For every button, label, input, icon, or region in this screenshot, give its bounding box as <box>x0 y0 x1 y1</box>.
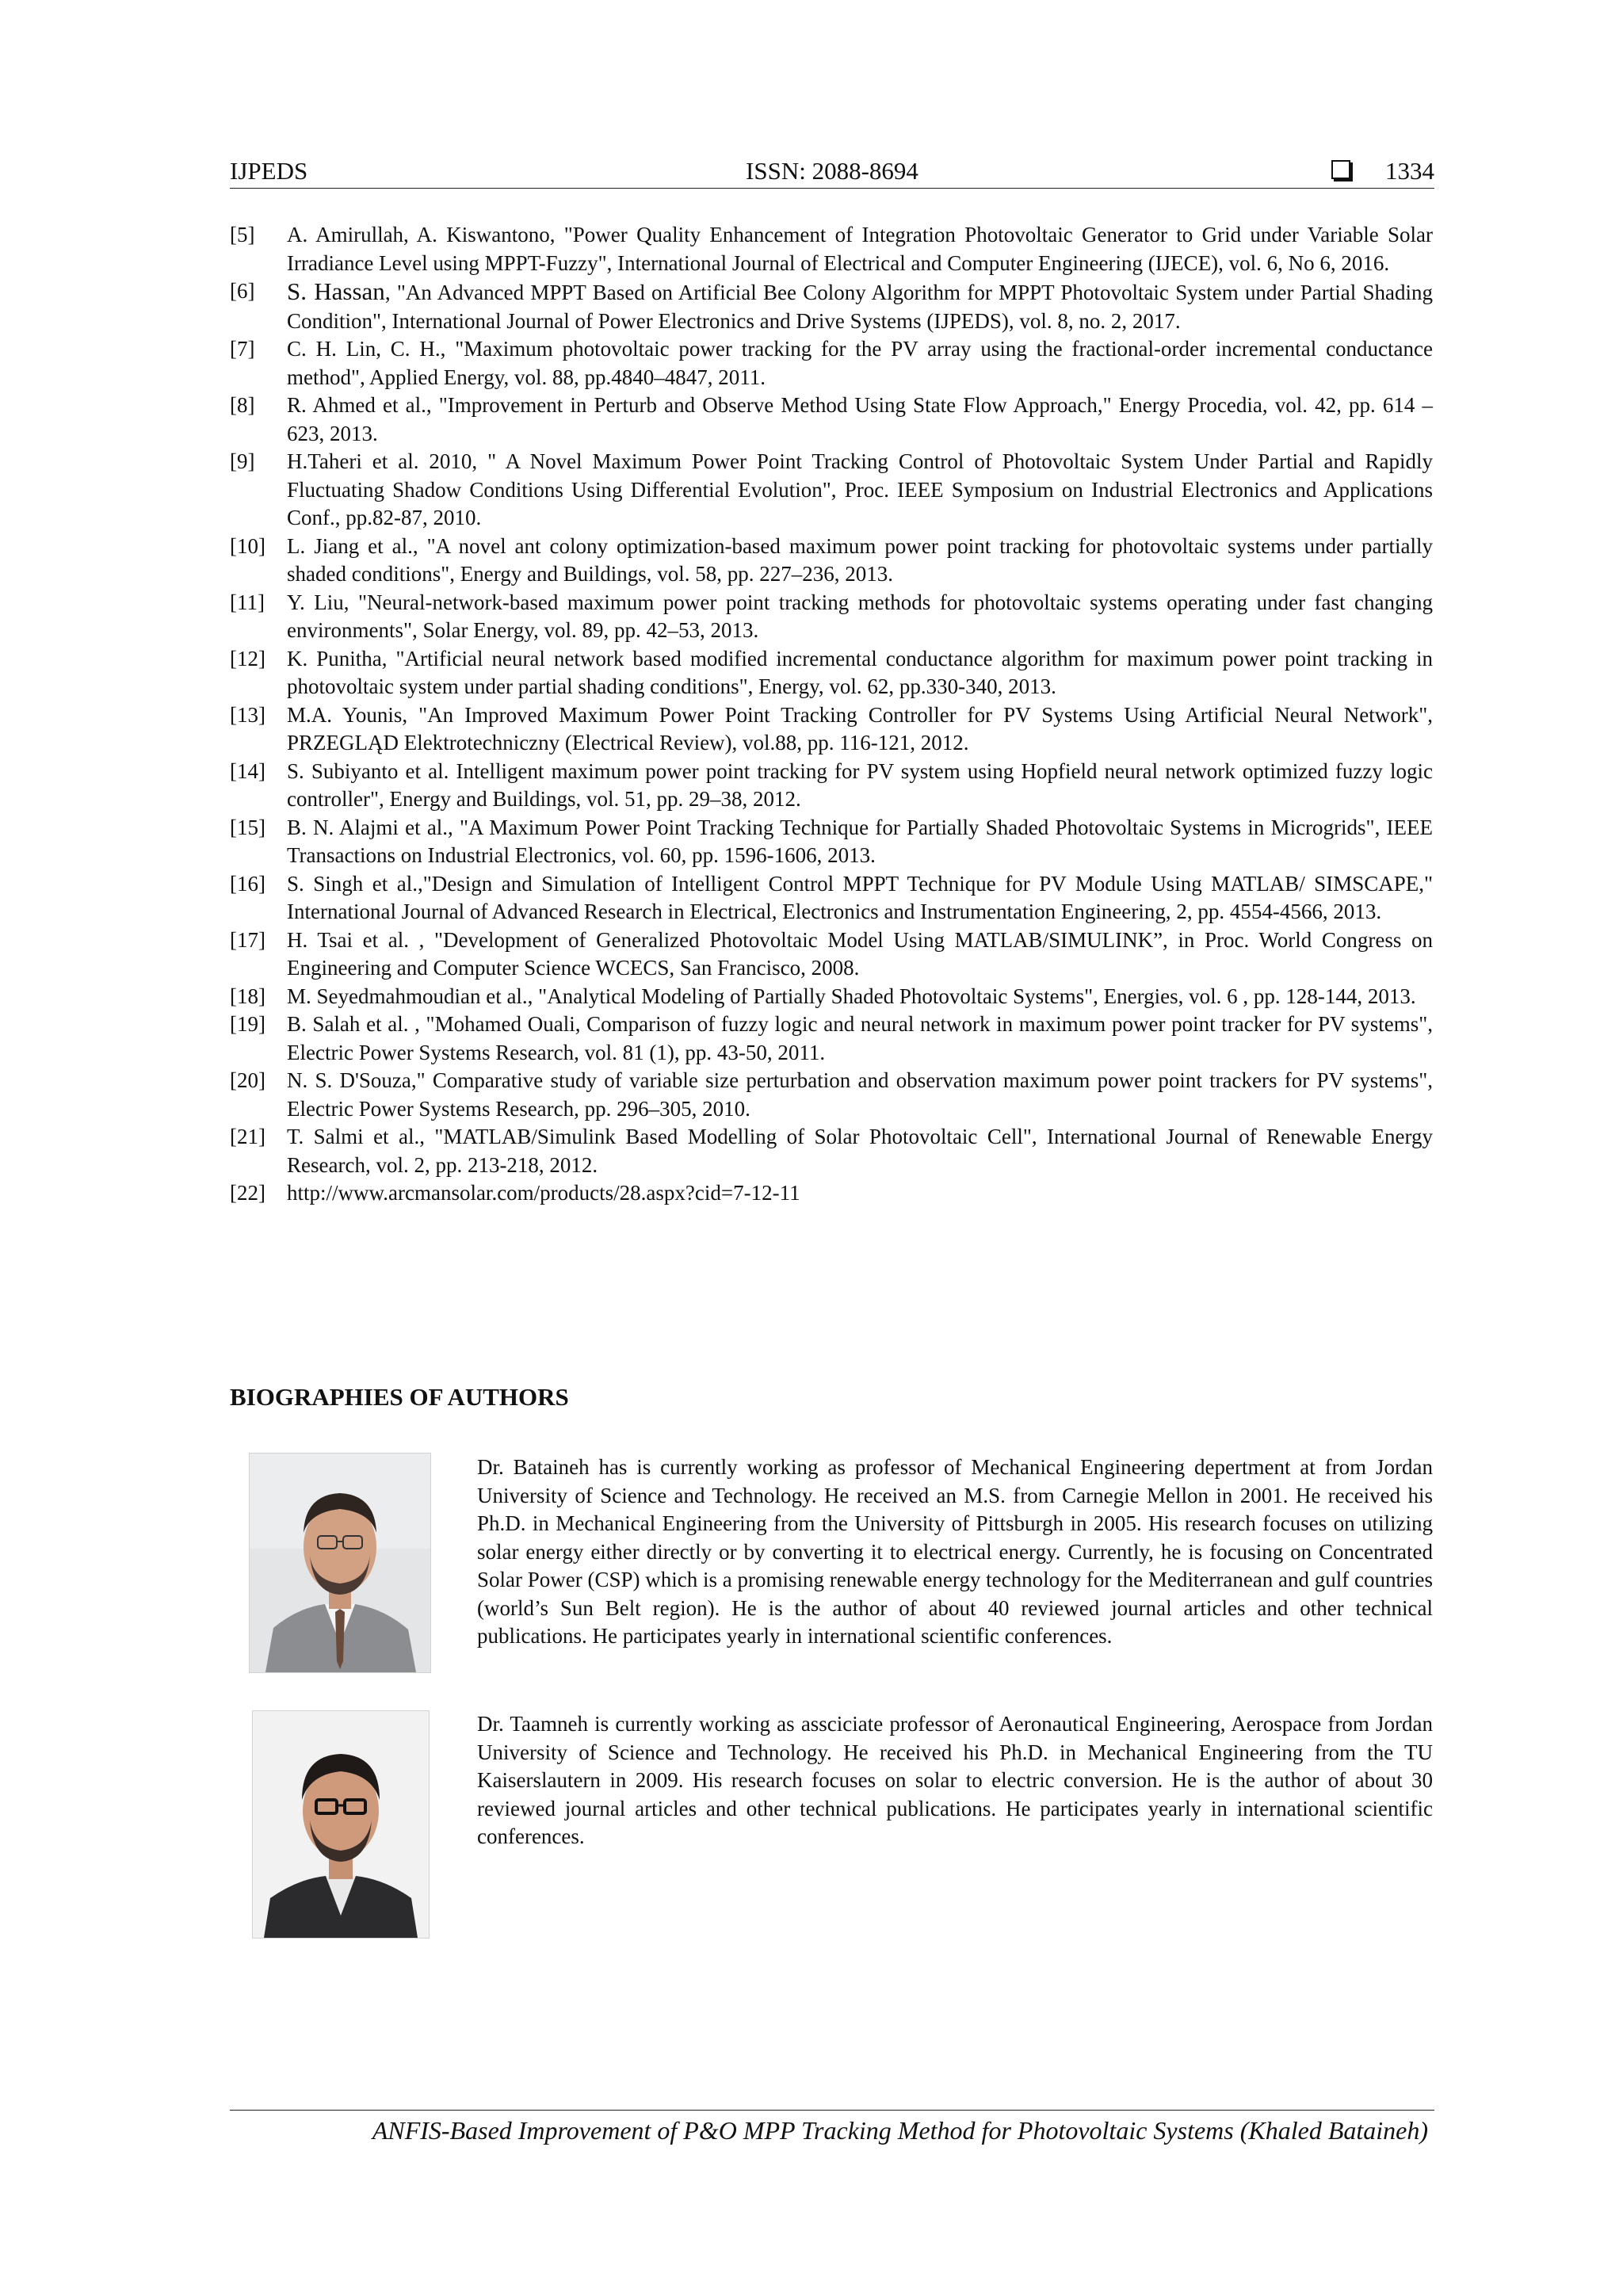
reference-item <box>230 589 1433 645</box>
reference-text: T. Salmi et al., "MATLAB/Simulink Based Modelling of Solar Photovoltaic Cell", International Journal of Renewable Energy Research, vol. 2, pp. 213-218, 2012. <box>287 1125 1433 1177</box>
reference-number: [15] <box>230 815 265 839</box>
biographies-heading: BIOGRAPHIES OF AUTHORS <box>230 1383 569 1411</box>
reference-item <box>230 277 1433 335</box>
reference-number: [17] <box>230 927 265 952</box>
reference-text: H. Tsai et al. , "Development of Generalized Photovoltaic Model Using MATLAB/SIMULINK”, in Proc. World Congress on Engineering and Computer Science WCECS, San Francisco, 2008. <box>287 927 1433 980</box>
reference-item <box>230 926 1433 983</box>
reference-number: [6] <box>230 279 255 303</box>
reference-text <box>287 277 1433 335</box>
reference-item <box>230 221 1433 277</box>
reference-number: [14] <box>230 758 265 783</box>
reference-author: S. Hassan <box>287 277 385 305</box>
reference-text: H.Taheri et al. 2010, " A Novel Maximum Power Point Tracking Control of Photovoltaic System Under Partial and Rapidly Fluctuating Shadow Conditions Using Differential Evolution", Proc. IEEE Symposium on Industrial Electronics and Applications Conf., pp.82-87, 2010. <box>287 449 1433 529</box>
author-photo-bataineh <box>249 1453 431 1673</box>
reference-item <box>230 533 1433 589</box>
reference-item <box>230 335 1433 392</box>
reference-text: N. S. D'Souza," Comparative study of variable size perturbation and observation maximum power point trackers for PV systems", Electric Power Systems Research, pp. 296–305, 2010. <box>287 1068 1433 1121</box>
reference-text: M.A. Younis, "An Improved Maximum Power Point Tracking Controller for PV Systems Using Artificial Neural Network", PRZEGLĄD Elektrotechniczny (Electrical Review), vol.88, pp. 116-121, 2012. <box>287 702 1433 755</box>
journal-name: IJPEDS <box>230 157 308 185</box>
reference-number: [21] <box>230 1125 265 1148</box>
footer-rule <box>230 2110 1434 2111</box>
header-right <box>1331 155 1434 187</box>
reference-text: B. Salah et al. , "Mohamed Ouali, Comparison of fuzzy logic and neural network in maximum power point tracker for PV systems", Electric Power Systems Research, vol. 81 (1), pp. 43-50, 2011. <box>287 1012 1433 1064</box>
reference-text: R. Ahmed et al., "Improvement in Perturb and Observe Method Using State Flow Approach," Energy Procedia, vol. 42, pp. 614 – 623, 2013. <box>287 393 1433 445</box>
reference-body: , "An Advanced MPPT Based on Artificial Bee Colony Algorithm for MPPT Photovoltaic System under Partial Shading Condition", International Journal of Power Electronics and Drive Systems (IJPEDS), vol. 8, no. 2, 2017. <box>287 281 1433 333</box>
reference-number: [5] <box>230 223 255 246</box>
reference-text: C. H. Lin, C. H., "Maximum photovoltaic power tracking for the PV array using the fractional-order incremental conductance method", Applied Energy, vol. 88, pp.4840–4847, 2011. <box>287 337 1433 389</box>
reference-text: S. Singh et al.,"Design and Simulation of Intelligent Control MPPT Technique for PV Module Using MATLAB/ SIMSCAPE," International Journal of Advanced Research in Electrical, Electronics and Instrumentation Engineering, 2, pp. 4554-4566, 2013. <box>287 871 1433 923</box>
reference-number: [12] <box>230 646 265 670</box>
square-box-icon <box>1331 160 1350 179</box>
reference-item <box>230 1067 1433 1123</box>
reference-text: S. Subiyanto et al. Intelligent maximum power point tracking for PV system using Hopfield neural network optimized fuzzy logic controller", Energy and Buildings, vol. 51, pp. 29–38, 2012. <box>287 758 1433 811</box>
reference-text: L. Jiang et al., "A novel ant colony optimization-based maximum power point tracking for photovoltaic systems under partially shaded conditions", Energy and Buildings, vol. 58, pp. 227–236, 2013. <box>287 533 1433 586</box>
portrait-image <box>250 1454 430 1672</box>
reference-number: [13] <box>230 702 265 727</box>
portrait-image <box>253 1711 429 1938</box>
reference-number: [11] <box>230 590 265 614</box>
reference-number: [7] <box>230 337 255 361</box>
reference-text: M. Seyedmahmoudian et al., "Analytical Modeling of Partially Shaded Photovoltaic Systems", Energies, vol. 6 , pp. 128-144, 2013. <box>287 984 1416 1008</box>
reference-number: [9] <box>230 449 255 473</box>
reference-text: Y. Liu, "Neural-network-based maximum power point tracking methods for photovoltaic systems operating under fast changing environments", Solar Energy, vol. 89, pp. 42–53, 2013. <box>287 590 1433 642</box>
reference-item <box>230 983 1433 1011</box>
reference-number: [19] <box>230 1012 265 1036</box>
reference-item <box>230 1123 1433 1179</box>
reference-text: B. N. Alajmi et al., "A Maximum Power Point Tracking Technique for Partially Shaded Photovoltaic Systems in Microgrids", IEEE Transactions on Industrial Electronics, vol. 60, pp. 1596-1606, 2013. <box>287 815 1433 867</box>
issn-label: ISSN: 2088-8694 <box>746 157 918 185</box>
reference-item <box>230 814 1433 870</box>
author-bio-bataineh: Dr. Bataineh has is currently working as professor of Mechanical Engineering depertment at from Jordan University of Science and Technology. He received an M.S. from Carnegie Mellon in 2001. He received his Ph.D. in Mechanical Engineering from the University of Pittsburgh in 2005. His research focuses on utilizing solar energy either directly or by converting it to electrical energy. Currently, he is focusing on Concentrated Solar Power (CSP) which is a promising renewable energy technology for the Mediterranean and gulf countries (world’s Sun Belt region). He is the author of about 40 reviewed journal articles and other technical publications. He participates yearly in international scientific conferences. <box>477 1455 1433 1648</box>
reference-list <box>230 221 1433 1208</box>
reference-item <box>230 645 1433 701</box>
reference-item <box>230 1010 1433 1067</box>
page-number: 1334 <box>1385 157 1434 185</box>
author-photo-taamneh <box>252 1710 430 1939</box>
header-rule <box>230 188 1434 189</box>
reference-text: K. Punitha, "Artificial neural network based modified incremental conductance algorithm for maximum power point tracking in photovoltaic system under partial shading conditions", Energy, vol. 62, pp.330-340, 2013. <box>287 646 1433 698</box>
reference-item <box>230 701 1433 758</box>
reference-item <box>230 758 1433 814</box>
reference-text: A. Amirullah, A. Kiswantono, "Power Quality Enhancement of Integration Photovoltaic Generator to Grid under Variable Solar Irradiance Level using MPPT-Fuzzy", International Journal of Electrical and Computer Engineering (IJECE), vol. 6, No 6, 2016. <box>287 223 1433 275</box>
reference-number: [10] <box>230 533 265 558</box>
reference-item <box>230 870 1433 926</box>
page-header <box>230 155 1434 187</box>
reference-number: [8] <box>230 393 255 417</box>
reference-number: [22] <box>230 1181 265 1205</box>
reference-text: http://www.arcmansolar.com/products/28.aspx?cid=7-12-11 <box>287 1181 800 1205</box>
reference-number: [18] <box>230 984 265 1008</box>
running-footer-title: ANFIS-Based Improvement of P&O MPP Tracking Method for Photovoltaic Systems (Khaled Bataineh) <box>372 2116 1428 2145</box>
reference-number: [20] <box>230 1068 265 1092</box>
author-bio-taamneh: Dr. Taamneh is currently working as assciciate professor of Aeronautical Engineering, Aerospace from Jordan University of Science and Technology. He received his Ph.D. in Mechanical Engineering from the TU Kaiserslautern in 2009. His research focuses on solar to electric conversion. He is the author of about 30 reviewed journal articles and other technical publications. He participates yearly in international scientific conferences. <box>477 1712 1433 1848</box>
reference-number: [16] <box>230 871 265 896</box>
reference-item <box>230 448 1433 533</box>
reference-item <box>230 392 1433 448</box>
reference-item <box>230 1179 1433 1208</box>
